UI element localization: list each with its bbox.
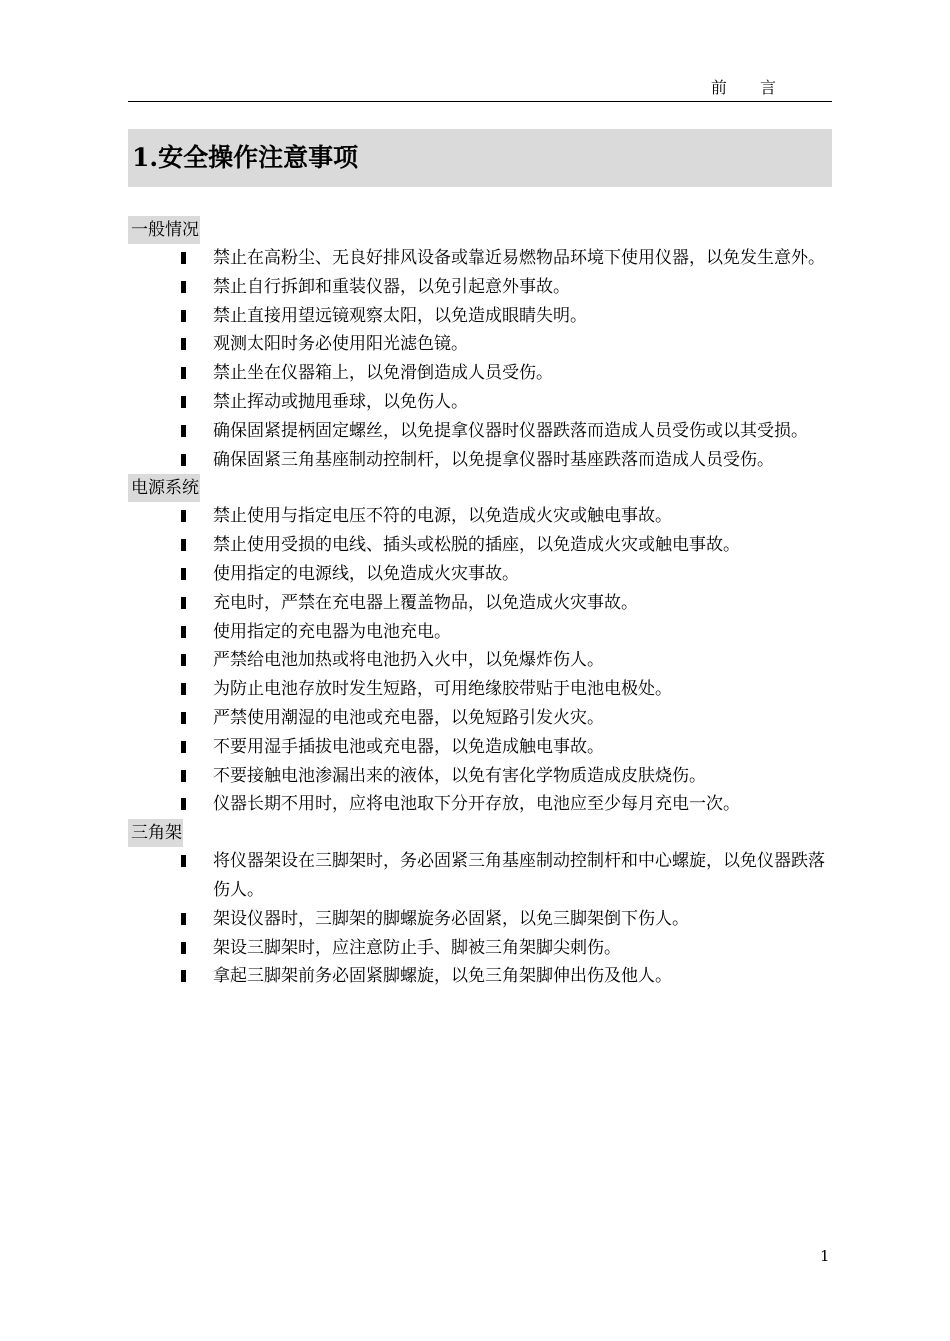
list-item-text: 禁止使用与指定电压不符的电源，以免造成火灾或触电事故。: [213, 506, 672, 527]
list-item-text: 架设仪器时，三脚架的脚螺旋务必固紧，以免三脚架倒下伤人。: [213, 908, 689, 929]
list-item-text: 仪器长期不用时，应将电池取下分开存放，电池应至少每月充电一次。: [213, 794, 740, 815]
list-item: [128, 589, 832, 618]
bullet-list: [128, 244, 832, 474]
list-item: [128, 502, 832, 531]
list-item: [128, 733, 832, 762]
list-item-text: 禁止在高粉尘、无良好排风设备或靠近易燃物品环境下使用仪器，以免发生意外。: [213, 248, 825, 268]
bullet-icon: [181, 913, 186, 925]
page-number: 1: [820, 1247, 830, 1265]
bullet-icon: [181, 712, 186, 724]
list-item: [128, 330, 832, 359]
list-item: [128, 847, 832, 905]
bullet-icon: [181, 510, 186, 522]
bullet-icon: [181, 568, 186, 580]
bullet-icon: [181, 970, 186, 982]
section: [128, 819, 832, 991]
bullet-icon: [181, 855, 186, 867]
list-item-text: 拿起三脚架前务必固紧脚螺旋，以免三角架脚伸出伤及他人。: [213, 966, 672, 987]
list-item: [128, 302, 832, 331]
bullet-icon: [181, 252, 186, 264]
list-item-text: 严禁给电池加热或将电池扔入火中，以免爆炸伤人。: [213, 650, 604, 671]
list-item: [128, 273, 832, 302]
running-header-title: 前 言: [710, 78, 790, 97]
list-item: [128, 531, 832, 560]
page-body: [128, 216, 832, 991]
list-item-text: 确保固紧提柄固定螺丝，以免提拿仪器时仪器跌落而造成人员受伤或以其受损。: [213, 420, 808, 441]
list-item-text: 将仪器架设在三脚架时，务必固紧三角基座制动控制杆和中心螺旋，以免仪器跌落伤人。: [213, 851, 825, 900]
list-item-text: 禁止自行拆卸和重装仪器，以免引起意外事故。: [213, 276, 570, 297]
list-item: [128, 962, 832, 991]
list-item-text: 确保固紧三角基座制动控制杆，以免提拿仪器时基座跌落而造成人员受伤。: [213, 449, 774, 470]
bullet-icon: [181, 539, 186, 551]
list-item-text: 使用指定的充电器为电池充电。: [213, 621, 451, 642]
list-item-text: 不要用湿手插拔电池或充电器，以免造成触电事故。: [213, 736, 604, 757]
list-item: [128, 446, 832, 475]
list-item: [128, 618, 832, 647]
list-item-text: 为防止电池存放时发生短路，可用绝缘胶带贴于电池电极处。: [213, 679, 672, 700]
bullet-icon: [181, 454, 186, 466]
bullet-icon: [181, 396, 186, 408]
list-item: [128, 388, 832, 417]
list-item: [128, 646, 832, 675]
bullet-icon: [181, 942, 186, 954]
list-item: [128, 905, 832, 934]
bullet-icon: [181, 425, 186, 437]
list-item-text: 禁止使用受损的电线、插头或松脱的插座，以免造成火灾或触电事故。: [213, 535, 740, 556]
bullet-icon: [181, 626, 186, 638]
list-item-text: 不要接触电池渗漏出来的液体，以免有害化学物质造成皮肤烧伤。: [213, 765, 706, 786]
bullet-icon: [181, 654, 186, 666]
list-item: [128, 675, 832, 704]
bullet-icon: [181, 683, 186, 695]
list-item-text: 观测太阳时务必使用阳光滤色镜。: [213, 334, 468, 355]
bullet-list: [128, 847, 832, 991]
section: [128, 216, 832, 474]
bullet-icon: [181, 367, 186, 379]
bullet-list: [128, 502, 832, 819]
bullet-icon: [181, 338, 186, 350]
list-item-text: 禁止坐在仪器箱上，以免滑倒造成人员受伤。: [213, 363, 553, 384]
bullet-icon: [181, 741, 186, 753]
section: [128, 474, 832, 819]
list-item-text: 严禁使用潮湿的电池或充电器，以免短路引发火灾。: [213, 707, 604, 728]
list-item: [128, 359, 832, 388]
list-item-text: 使用指定的电源线，以免造成火灾事故。: [213, 563, 519, 584]
list-item: [128, 762, 832, 791]
list-item-text: 架设三脚架时，应注意防止手、脚被三角架脚尖刺伤。: [213, 937, 621, 958]
list-item: [128, 934, 832, 963]
bullet-icon: [181, 310, 186, 322]
list-item: [128, 560, 832, 589]
bullet-icon: [181, 597, 186, 609]
section-heading: 电源系统: [128, 474, 200, 502]
section-heading: 一般情况: [128, 216, 200, 244]
list-item-text: 充电时，严禁在充电器上覆盖物品，以免造成火灾事故。: [213, 592, 638, 613]
list-item-text: 禁止挥动或抛甩垂球，以免伤人。: [213, 391, 468, 412]
list-item-text: 禁止直接用望远镜观察太阳，以免造成眼睛失明。: [213, 305, 587, 326]
bullet-icon: [181, 281, 186, 293]
list-item: [128, 790, 832, 819]
chapter-title-band: [128, 129, 832, 187]
bullet-icon: [181, 770, 186, 782]
section-heading: 三角架: [128, 819, 183, 847]
chapter-title: 1.安全操作注意事项: [132, 143, 359, 172]
list-item: [128, 417, 832, 446]
list-item: [128, 704, 832, 733]
list-item: [128, 244, 832, 273]
bullet-icon: [181, 798, 186, 810]
running-header: [128, 76, 832, 102]
